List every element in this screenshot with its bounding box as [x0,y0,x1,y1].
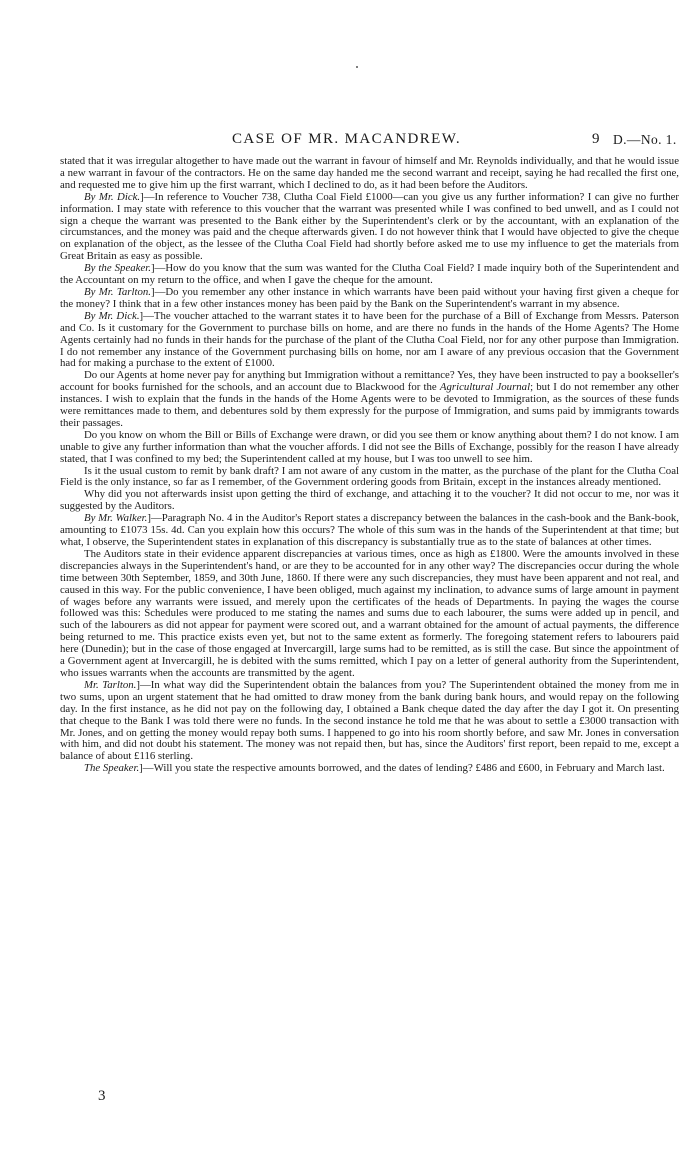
paragraph-text: Do our Agents at home never pay for anything but Immigration without a remittance? Yes, they have been instructed to pay a bookseller's account for books furnished for the schools, and an account due to Blackwood for the [60,369,679,394]
paragraph [60,430,679,466]
paragraph-text: ]—Paragraph No. 4 in the Auditor's Report states a discrepancy between the balances in the cash-book and the Bank-book, amounting to £1073 15s. 4d. Can you explain how this occurs? The whole of this sum was in the hands of the Superintendent at that time; but what, I observe, the Superintendent states in explanation of this discrepancy is substantially true as to the state of balances at other times. [60,512,679,548]
speaker-attribution: The Speaker. [84,762,140,775]
page-number: 9 [592,131,600,147]
running-title: CASE OF MR. MACANDREW. [232,131,462,147]
paragraph [60,287,679,311]
speaker-attribution: Agricultural Journal [439,381,531,394]
speaker-attribution: Mr. Tarlton. [84,678,137,691]
paragraph-text: ]—Will you state the respective amounts borrowed, and the dates of lending? £486 and £600, in February and March last. [139,762,665,775]
paragraph [60,763,679,775]
document-reference: D.—No. 1. [613,132,677,147]
paragraph-text: ]—In what way did the Superintendent obtain the balances from you? The Superintendent obtained the money from me in two sums, upon an urgent statement that he had omitted to draw money from the bank during bank hours, and would repay on the following day. In the first instance, as he did not pay on the following day, I obtained a Bank cheque dated the day after the day I got it. On presenting that cheque to the Bank I was told there were no funds. In the second instance he told me that he was about to settle a £3000 transaction with Mr. Jones, and on getting the money would repay both sums. I happened to go into his room shortly before, and saw Mr. Jones in conversation with him, and did not doubt his statement. The money was not repaid then, but has, since the Auditors' first report, been repaid to me, except a balance of about £116 sterling. [60,678,679,763]
paragraph-text: ]—How do you know that the sum was wanted for the Clutha Coal Field? I made inquiry both of the Superintendent and the Accountant on my return to the office, and when I gave the cheque for the amount. [60,262,679,287]
paragraph-text: The Auditors state in their evidence apparent discrepancies at various times, once as high as £1800. Were the amounts involved in these discrepancies always in the Superintendent's hand, or are they to be accounted for in any other way? The discrepancies occur during the whole time between 30th September, 1859, and 30th June, 1860. If there were any such discrepancies, they must have been apparent and not real, and caused in this way. For the public convenience, I have been obliged, much against my inclination, to advance sums of large amount in payment of wages before any warrants were issued, and merely upon the certificates of the heads of Departments. In paying the wages the course followed was this: Schedules were produced to me stating the names and sums due to each labourer, the sums were added up in pencil, and such of the labourers as did not appear for payment were scored out, and a warrant obtained for the amount of actual payments, the difference being returned to me. This practice exists even yet, but not to the same extent as formerly. The foregoing statement refers to labourers paid here (Dunedin); but in the case of those engaged at Invercargill, large sums had to be remitted, as is still the case. But since the appointment of a Government agent at Invercargill, he is debited with the sums remitted, which I pay on a letter of general authority from the Superintendent, who issues warrants when the accounts are transmitted by the agent. [60,547,679,679]
paragraph-text: ]—The voucher attached to the warrant states it to have been for the purchase of a Bill of Exchange from Messrs. Paterson and Co. Is it customary for the Government to purchase bills on home, and are there no funds in the hands of the Home Agents? The Home Agents certainly had no funds in their hands for the purchase of the plant of the Clutha Coal Field, nor for any other purpose than Immigration. I do not remember any instance of the Government purchasing bills on home, nor am I aware of any previous occasion that the Government had for making a purchase to the extent of £1000. [60,309,679,370]
paragraph [60,370,679,430]
speaker-attribution: By Mr. Dick. [84,190,141,203]
paragraph [60,513,679,549]
paragraph [60,156,679,192]
speaker-attribution: By Mr. Dick. [84,309,140,322]
paragraph-text: ]—Do you remember any other instance in which warrants have been paid without your having first given a cheque for the money? I think that in a few other instances money has been paid by the Bank on the Superintendent's warrant in my absence. [60,285,679,310]
paragraph [60,311,679,371]
speaker-attribution: By the Speaker. [84,262,151,275]
ink-speck [356,66,358,68]
speaker-attribution: By Mr. Walker. [84,512,148,525]
body-text [60,156,679,775]
paragraph-text: stated that it was irregular altogether to have made out the warrant in favour of himself and Mr. Reynolds individually, and that he would issue a new warrant in favour of the contractors. He on the same day handed me the second warrant and receipt, saying he had recalled the first one, and requested me to give him up the first warrant, which I declined to do, as it had been before the Auditors. [60,155,679,191]
paragraph [60,263,679,287]
paragraph-text: ; but I do not remember any other instances. I wish to explain that the funds in the hands of the Home Agents were to be devoted to Immigration, as the sources of these funds were remittances made to them, and debentures sold by them expressly for the purpose of Immigration, and sums paid by immigrants towards their passages. [60,381,679,429]
paragraph-text: Do you know on whom the Bill or Bills of Exchange were drawn, or did you see them or know anything about them? I do not know. I am unable to give any further information than what the voucher affords. I did not see the Bills of Exchange, possibly for the reason I have already stated, that I was confined to my bed; the Superintendent called at my house, but I was too unwell to see him. [60,428,679,465]
paragraph-text: Why did you not afterwards insist upon getting the third of exchange, and attaching it to the voucher? It did not occur to me, nor was it suggested by the Auditors. [60,488,679,513]
paragraph [60,549,679,680]
speaker-attribution: By Mr. Tarlton. [84,285,151,298]
paragraph [60,466,679,490]
paragraph [60,680,679,763]
paragraph-text: ]—In reference to Voucher 738, Clutha Coal Field £1000—can you give us any further information? I can give no further information. I may state with reference to this voucher that the warrant was presented while I was confined to bed unwell, and as I could not sign a cheque the warrant was presented to the Bank either by the Superintendent's clerk or by the accountant, with an explanation of the circumstances, and the money was paid and the cheque afterwards given. I do not however think that I would have objected to give the cheque on explanation of the object, as the lessee of the Clutha Coal Field had shortly before asked me to use my influence to get the materials from Great Britain as easy as possible. [60,190,679,263]
printer-signature-mark: 3 [98,1088,106,1104]
paragraph [60,489,679,513]
paragraph [60,192,679,263]
paragraph-text: Is it the usual custom to remit by bank draft? I am not aware of any custom in the matter, as the purchase of the plant for the Clutha Coal Field is the only instance, so far as I remember, of the Government ordering goods from Britain, except in the instances already mentioned. [60,464,679,489]
running-header [0,131,700,153]
